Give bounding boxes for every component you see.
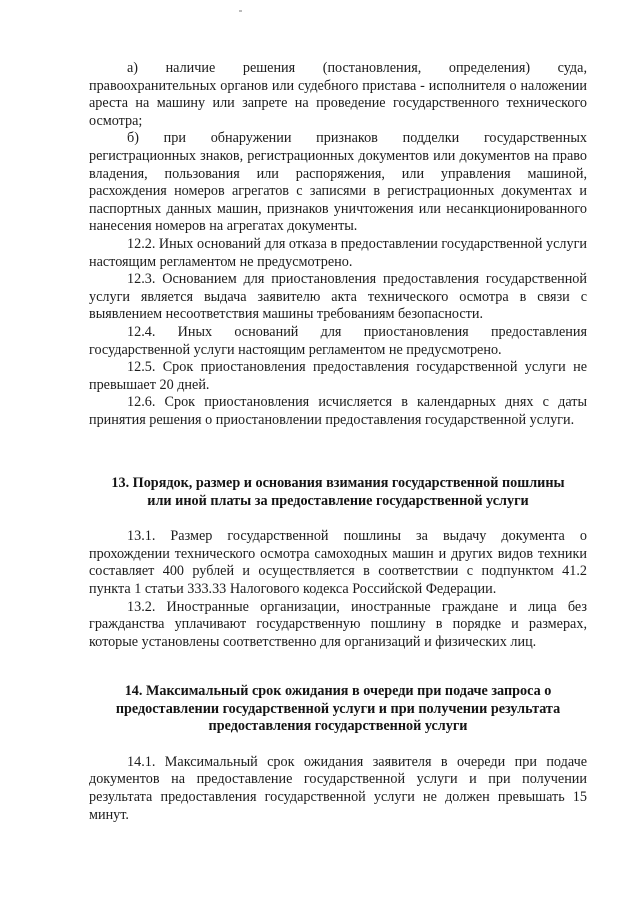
paragraph-b: б) при обнаружении признаков подделки государственных регистрационных знаков, регистрационных документов или документов на право владения, пользования или распоряжения, или управления машиной, расхождения номеров агрегатов с записями в регистрационных документах и паспортных данных машин, признаков уничтожения или несанкционированного нанесения номеров на агрегатах документы. [89,130,587,235]
section-13-heading: 13. Порядок, размер и основания взимания государственной пошлины или иной платы за предоставление государственной услуги [111,475,565,509]
paragraph-13-2: 13.2. Иностранные организации, иностранные граждане и лица без гражданства уплачивают государственную пошлину в порядке и размерах, которые установлены соответственно для организаций и физических лиц. [89,598,587,650]
paragraph-a: а) наличие решения (постановления, определения) суда, правоохранительных органов или судебного пристава - исполнителя о наложении ареста на машину или запрете на проведение государственного технического осмотра; [89,60,587,129]
paragraph-12-6: 12.6. Срок приостановления исчисляется в календарных днях с даты принятия решения о приостановлении предоставления государственной услуги. [89,394,587,428]
scan-dot [239,10,242,12]
paragraph-14-1: 14.1. Максимальный срок ожидания заявителя в очереди при подаче документов на предоставление государственной услуги и при получении результата предоставления государственной услуги не должен превышать 15 минут. [89,753,587,823]
paragraph-12-5: 12.5. Срок приостановления предоставления государственной услуги не превышает 20 дней. [89,359,587,393]
section-14 [89,683,587,824]
paragraph-12-3: 12.3. Основанием для приостановления предоставления государственной услуги является выдача заявителю акта технического осмотра в связи с выявлением несоответствия машины требованиям безопасности. [89,271,587,323]
section-13 [89,475,587,651]
paragraph-13-1: 13.1. Размер государственной пошлины за выдачу документа о прохождении технического осмотра самоходных машин и других видов техники составляет 400 рублей и осуществляется в соответствии с подпунктом 41.2 пункта 1 статьи 333.33 Налогового кодекса Российской Федерации. [89,528,587,597]
paragraph-12-2: 12.2. Иных оснований для отказа в предоставлении государственной услуги настоящим регламентом не предусмотрено. [89,235,587,270]
paragraph-12-4: 12.4. Иных оснований для приостановления предоставления государственной услуги настоящим регламентом не предусмотрено. [89,323,587,358]
section-14-heading: 14. Максимальный срок ожидания в очереди при подаче запроса о предоставлении государственной услуги и при получении результата предоставления государственной услуги [115,683,561,735]
top-paragraphs [89,60,587,429]
